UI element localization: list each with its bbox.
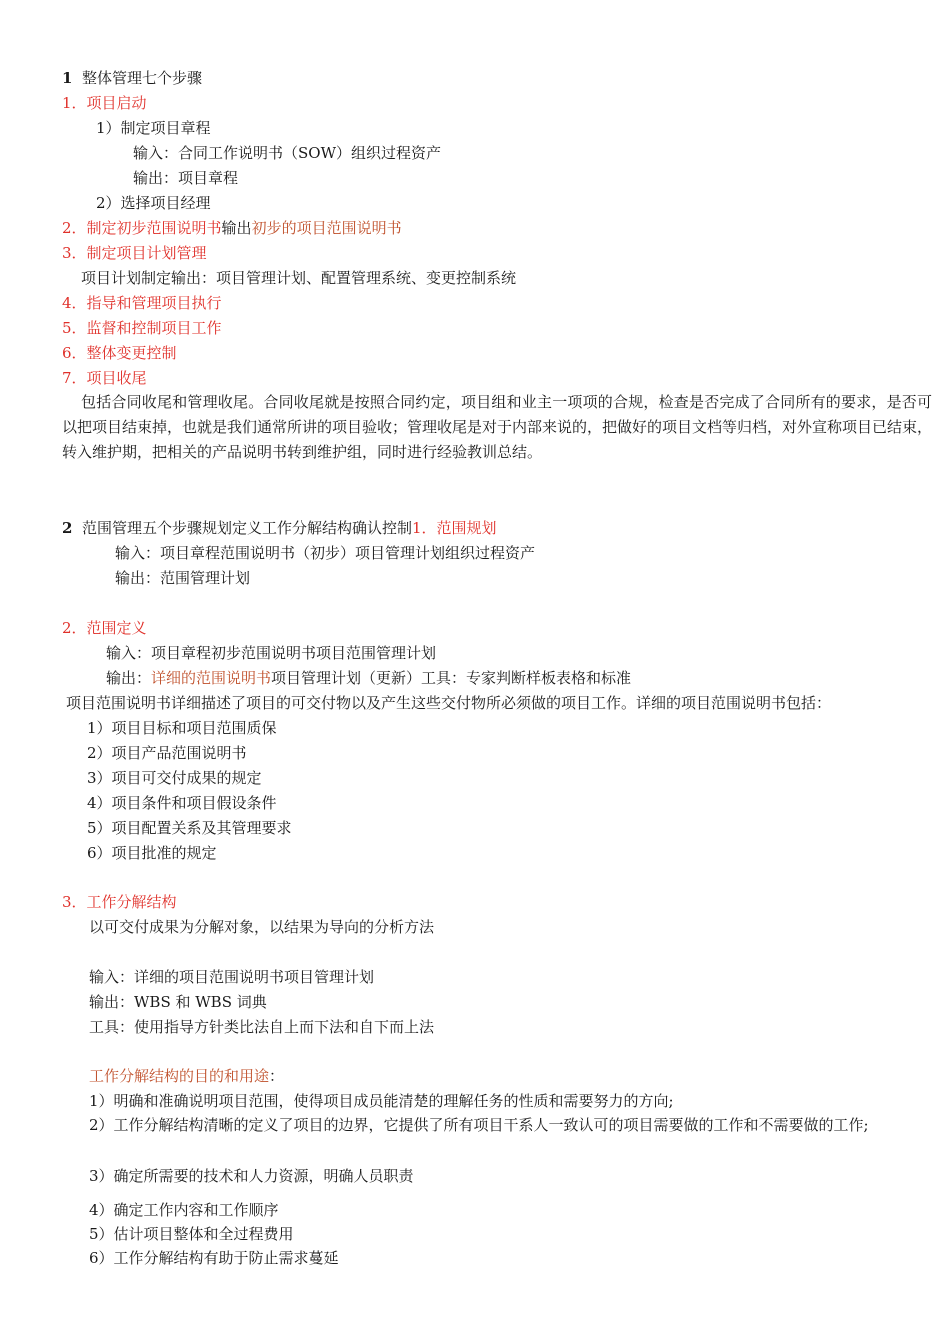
s2-step-3-input: 输入：详细的项目范围说明书项目管理计划 [89,968,375,986]
s1-step-6: 6．整体变更控制 [62,344,177,362]
s1-step-2-output-label: 输出 [221,219,252,237]
s2-step-2-output [106,668,631,688]
s1-step-1: 1．项目启动 [62,94,147,112]
scope-item: 1）项目目标和项目范围质保 [87,719,277,737]
s1-step-2 [62,218,402,238]
s2-step-1: 1．范围规划 [412,519,497,537]
section-2-title: 范围管理五个步骤规划定义工作分解结构确认控制 [81,519,412,537]
s2-step-3-output: 输出：WBS 和 WBS 词典 [89,993,267,1011]
purpose-colon: ： [269,1067,285,1085]
s1-step-2-output-value: 初步的项目范围说明书 [251,219,402,237]
s2-step-2-description: 项目范围说明书详细描述了项目的可交付物以及产生这些交付物所必须做的项目工作。详细的项目范围说明书包括： [66,694,832,712]
scope-item: 6）项目批准的规定 [87,844,217,862]
s2-step-3-description: 以可交付成果为分解对象，以结果为导向的分析方法 [89,918,435,936]
s1-step-7: 7．项目收尾 [62,369,147,387]
section-1-number: 1 [62,69,73,87]
s1-step-1-output: 输出：项目章程 [133,169,239,187]
scope-item: 5）项目配置关系及其管理要求 [87,819,292,837]
purpose-item-1: 1）明确和准确说明项目范围，使得项目成员能清楚的理解任务的性质和需要努力的方向; [89,1092,674,1110]
section-1-heading [62,68,202,88]
purpose-heading [89,1066,284,1086]
s2-step-2-output-highlight: 详细的范围说明书 [151,669,272,687]
scope-item: 3）项目可交付成果的规定 [87,769,262,787]
s1-step-1-sub-2: 2）选择项目经理 [96,194,211,212]
purpose-item-3: 3）确定所需要的技术和人力资源，明确人员职责 [89,1167,414,1185]
purpose-item-2: 2）工作分解结构清晰的定义了项目的边界，它提供了所有项目干系人一致认可的项目需要做的工作和不需要做的工作; [89,1116,869,1134]
s1-step-5: 5．监督和控制项目工作 [62,319,222,337]
s2-step-2: 2．范围定义 [62,619,147,637]
s2-step-1-input: 输入：项目章程范围说明书（初步）项目管理计划组织过程资产 [115,544,536,562]
purpose-item-5: 5）估计项目整体和全过程费用 [89,1225,294,1243]
section-1-title: 整体管理七个步骤 [81,69,202,87]
purpose-item-6: 6）工作分解结构有助于防止需求蔓延 [89,1249,339,1267]
purpose-title: 工作分解结构的目的和用途 [89,1067,270,1085]
scope-item: 2）项目产品范围说明书 [87,744,247,762]
s1-step-2-title: 2．制定初步范围说明书 [62,219,222,237]
s2-step-2-output-rest: 项目管理计划（更新）工具：专家判断样板表格和标准 [271,669,632,687]
scope-item: 4）项目条件和项目假设条件 [87,794,277,812]
s1-step-4: 4．指导和管理项目执行 [62,294,222,312]
s1-step-1-sub-1: 1）制定项目章程 [96,119,211,137]
s2-step-3-tools: 工具：使用指导方针类比法自上而下法和自下而上法 [89,1018,435,1036]
section-2-heading [62,518,497,538]
s1-step-3: 3．制定项目计划管理 [62,244,207,262]
purpose-item-4: 4）确定工作内容和工作顺序 [89,1201,279,1219]
s2-step-1-output: 输出：范围管理计划 [115,569,251,587]
s2-step-2-input: 输入：项目章程初步范围说明书项目范围管理计划 [106,644,437,662]
s2-step-3: 3．工作分解结构 [62,893,177,911]
s1-step-3-output: 项目计划制定输出：项目管理计划、配置管理系统、变更控制系统 [81,269,517,287]
s1-step-1-input: 输入：合同工作说明书（SOW）组织过程资产 [133,144,441,162]
s2-step-2-output-label: 输出： [106,669,152,687]
s1-closing-paragraph: 包括合同收尾和管理收尾。合同收尾就是按照合同约定，项目组和业主一项项的合规，检查是否完成了合同所有的要求，是否可以把项目结束掉，也就是我们通常所讲的项目验收；管理收尾是对于内部来说的，把做好的项目文档等归档，对外宣称项目已结束，转入维护期，把相关的产品说明书转到维护组，同时进行经验教训总结。 [62,393,933,461]
section-2-number: 2 [62,519,73,537]
